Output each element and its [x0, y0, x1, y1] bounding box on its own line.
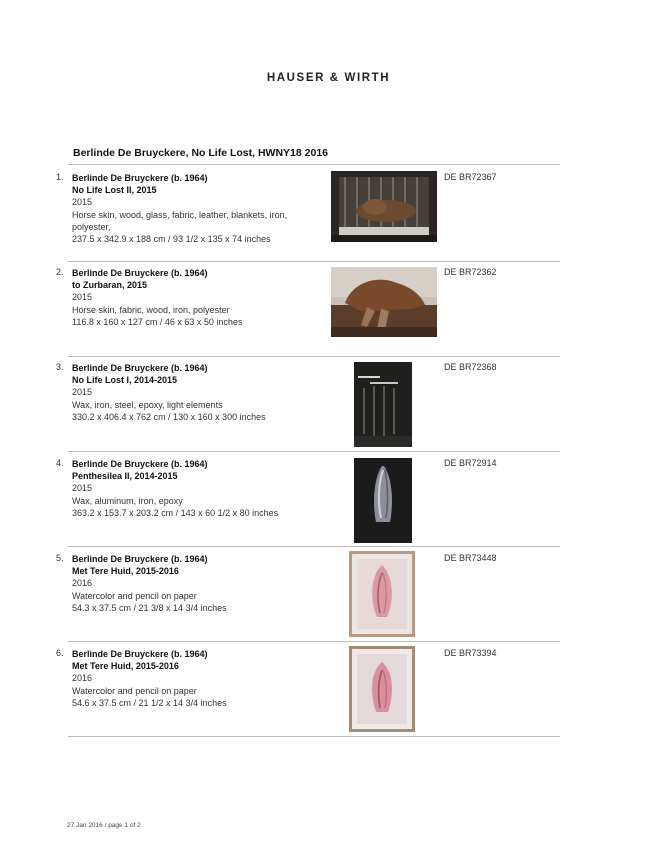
- work-year: 2015: [72, 483, 93, 494]
- entry-number: 4.: [56, 458, 64, 468]
- work-dimensions: 330.2 x 406.4 x 762 cm / 130 x 160 x 300 inches: [72, 411, 266, 422]
- work-title: to Zurbaran, 2015: [72, 280, 148, 291]
- work-medium-cont: polyester,: [72, 221, 111, 232]
- entry-details: [72, 362, 322, 423]
- entry-divider: [68, 736, 560, 737]
- framed-watercolor-artwork: [349, 551, 415, 637]
- inventory-code: DE BR72368: [444, 362, 497, 372]
- work-dimensions: 54.6 x 37.5 cm / 21 1/2 x 14 3/4 inches: [72, 697, 227, 708]
- artwork-entry: [0, 362, 657, 457]
- entry-divider: [68, 261, 560, 262]
- inventory-code: DE BR72367: [444, 172, 497, 182]
- work-year: 2015: [72, 197, 93, 208]
- horse-on-table-artwork: [331, 267, 437, 337]
- framed-watercolor-artwork: [349, 646, 415, 732]
- inventory-code: DE BR73394: [444, 648, 497, 658]
- work-year: 2016: [72, 673, 93, 684]
- work-title: Penthesilea II, 2014-2015: [72, 471, 178, 482]
- artwork-entry: [0, 648, 657, 743]
- work-medium: Wax, iron, steel, epoxy, light elements: [72, 399, 223, 410]
- artist-name: Berlinde De Bruyckere (b. 1964): [72, 363, 208, 373]
- work-year: 2015: [72, 387, 93, 398]
- artwork-entry: [0, 267, 657, 362]
- entry-details: [72, 553, 322, 614]
- entry-divider: [68, 641, 560, 642]
- entry-divider: [68, 451, 560, 452]
- inventory-code: DE BR72362: [444, 267, 497, 277]
- work-dimensions: 363.2 x 153.7 x 203.2 cm / 143 x 60 1/2 x 80 inches: [72, 507, 279, 518]
- work-dimensions: 54.3 x 37.5 cm / 21 3/8 x 14 3/4 inches: [72, 602, 227, 613]
- entry-number: 1.: [56, 172, 64, 182]
- artist-name: Berlinde De Bruyckere (b. 1964): [72, 649, 208, 659]
- inventory-code: DE BR73448: [444, 553, 497, 563]
- entry-details: [72, 172, 322, 245]
- entry-number: 6.: [56, 648, 64, 658]
- entry-divider: [68, 546, 560, 547]
- document-title: Berlinde De Bruyckere, No Life Lost, HWNY18 2016: [73, 147, 328, 159]
- entry-divider: [68, 356, 560, 357]
- page-footer: 27 Jan 2016 / page 1 of 2: [67, 822, 141, 829]
- inventory-code: DE BR72914: [444, 458, 497, 468]
- entry-details: [72, 267, 322, 328]
- work-dimensions: 237.5 x 342.9 x 188 cm / 93 1/2 x 135 x 74 inches: [72, 234, 271, 245]
- artwork-entry: [0, 553, 657, 648]
- work-medium: Wax, aluminum, iron, epoxy: [72, 495, 183, 506]
- artist-name: Berlinde De Bruyckere (b. 1964): [72, 554, 208, 564]
- entry-details: [72, 648, 322, 709]
- work-year: 2016: [72, 578, 93, 589]
- artist-name: Berlinde De Bruyckere (b. 1964): [72, 459, 208, 469]
- hanging-wax-form-artwork: [354, 458, 412, 543]
- work-medium: Watercolor and pencil on paper: [72, 685, 197, 696]
- entry-details: [72, 458, 322, 519]
- entry-number: 2.: [56, 267, 64, 277]
- work-dimensions: 116.8 x 160 x 127 cm / 46 x 63 x 50 inches: [72, 316, 243, 327]
- work-medium: Watercolor and pencil on paper: [72, 590, 197, 601]
- work-title: No Life Lost II, 2015: [72, 185, 157, 196]
- artist-name: Berlinde De Bruyckere (b. 1964): [72, 268, 208, 278]
- work-title: No Life Lost I, 2014-2015: [72, 375, 178, 386]
- artwork-entry: [0, 172, 657, 267]
- dark-installation-artwork: [354, 362, 412, 447]
- title-divider: [68, 164, 560, 165]
- artist-name: Berlinde De Bruyckere (b. 1964): [72, 173, 208, 183]
- work-year: 2015: [72, 292, 93, 303]
- gallery-logo: HAUSER & WIRTH: [266, 72, 391, 84]
- work-title: Met Tere Huid, 2015-2016: [72, 566, 179, 577]
- work-medium: Horse skin, wood, glass, fabric, leather, blankets, iron,: [72, 209, 288, 220]
- horse-in-glass-case-artwork: [331, 171, 437, 242]
- entry-number: 5.: [56, 553, 64, 563]
- work-medium: Horse skin, fabric, wood, iron, polyester: [72, 304, 230, 315]
- work-title: Met Tere Huid, 2015-2016: [72, 661, 179, 672]
- artwork-entry: [0, 458, 657, 553]
- entry-number: 3.: [56, 362, 64, 372]
